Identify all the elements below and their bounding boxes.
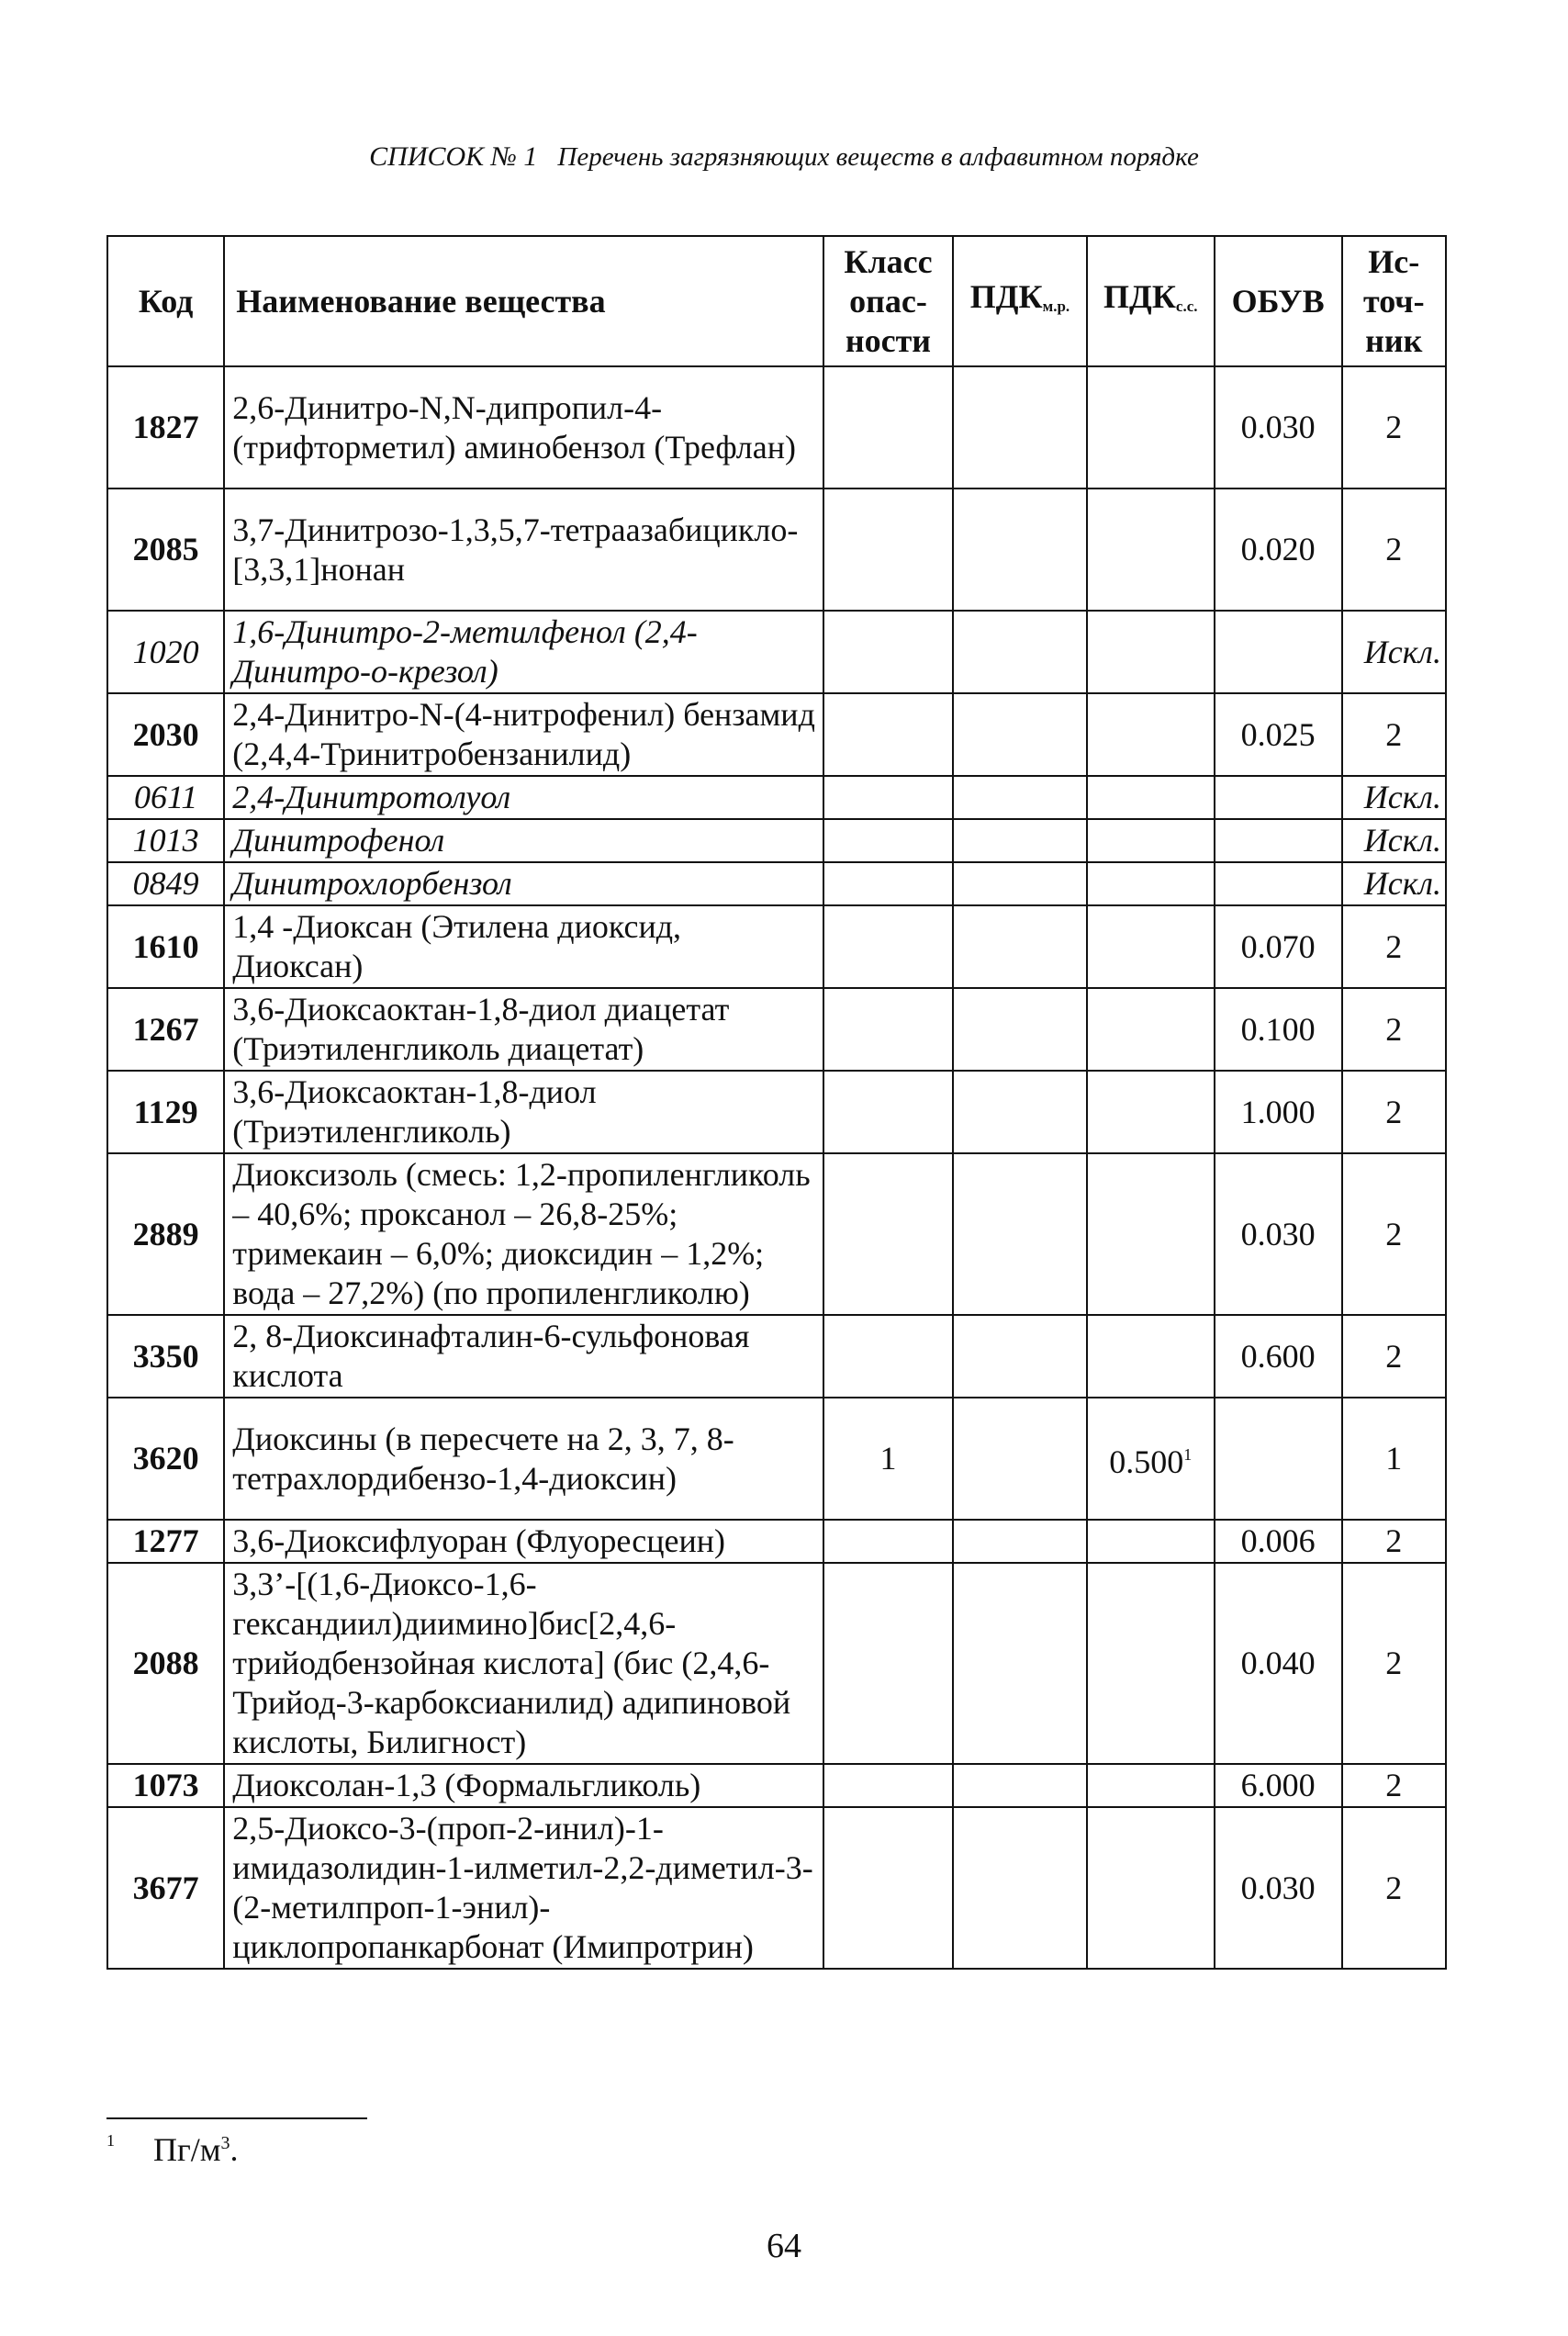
cell-hazard-class (823, 1764, 953, 1807)
cell-code (107, 1398, 224, 1520)
col-header-pdk-ss (1087, 236, 1215, 366)
cell-name-value: Динитрофенол (232, 822, 445, 859)
cell-obuv (1215, 1563, 1342, 1764)
cell-pdk-mr (953, 693, 1087, 776)
cell-code-value: 1610 (132, 927, 199, 965)
cell-source-value: Искл. (1363, 779, 1441, 815)
cell-obuv (1215, 1315, 1342, 1398)
cell-hazard-class-value: 1 (879, 1440, 897, 1477)
table-row (107, 1398, 1446, 1520)
cell-name-value: 3,6-Диоксаоктан-1,8-диол диацетат (Триэтиленгликоль диацетат) (232, 991, 730, 1067)
cell-name (224, 1153, 823, 1315)
cell-obuv-value: 0.040 (1240, 1645, 1316, 1681)
cell-pdk-ss (1087, 862, 1215, 905)
footnote-reference: 1 (1183, 1445, 1193, 1464)
cell-pdk-mr (953, 611, 1087, 693)
cell-pdk-mr (953, 1520, 1087, 1563)
cell-name (224, 693, 823, 776)
cell-name-value: 2,5-Диоксо-3-(проп-2-инил)-1-имидазолидин-1-илметил-2,2-диметил-3-(2-метилпроп-1-энил)-циклопропанкарбонат (Имипротрин) (232, 1810, 813, 1965)
list-title: СПИСОК № 1 (369, 141, 538, 172)
table-row (107, 905, 1446, 988)
cell-name (224, 1315, 823, 1398)
cell-hazard-class (823, 776, 953, 819)
pdk-mr-label: ПДК (969, 277, 1043, 315)
cell-source-value: 2 (1385, 1337, 1403, 1375)
cell-obuv-value: 0.030 (1240, 1215, 1316, 1252)
cell-hazard-class (823, 862, 953, 905)
cell-name (224, 489, 823, 611)
cell-source-value: 2 (1385, 1093, 1403, 1130)
cell-name (224, 776, 823, 819)
cell-code-value: 3620 (132, 1440, 199, 1477)
cell-pdk-ss (1087, 1563, 1215, 1764)
cell-hazard-class (823, 1563, 953, 1764)
cell-name (224, 366, 823, 489)
cell-obuv (1215, 611, 1342, 693)
cell-source (1342, 819, 1446, 862)
cell-name-value: 2,4-Динитротолуол (232, 779, 511, 815)
cell-pdk-ss (1087, 1764, 1215, 1807)
cell-obuv-value: 1.000 (1240, 1093, 1316, 1130)
cell-obuv-value: 0.030 (1240, 409, 1316, 445)
cell-name (224, 988, 823, 1071)
table-row (107, 819, 1446, 862)
cell-obuv (1215, 1398, 1342, 1520)
cell-name (224, 1764, 823, 1807)
cell-source (1342, 1807, 1446, 1969)
cell-source (1342, 905, 1446, 988)
table-row (107, 1520, 1446, 1563)
cell-source (1342, 1315, 1446, 1398)
cell-code-value: 1267 (132, 1010, 199, 1048)
cell-source (1342, 366, 1446, 489)
cell-pdk-ss (1087, 988, 1215, 1071)
cell-code (107, 693, 224, 776)
cell-source (1342, 1071, 1446, 1153)
cell-name (224, 905, 823, 988)
cell-obuv (1215, 489, 1342, 611)
col-header-pdk-mr (953, 236, 1087, 366)
cell-code-value: 1827 (132, 409, 199, 445)
cell-code-value: 0849 (132, 865, 199, 902)
cell-pdk-ss (1087, 1153, 1215, 1315)
cell-obuv (1215, 366, 1342, 489)
cell-name-value: 3,7-Динитрозо-1,3,5,7-тетраазабицикло-[3,3,1]нонан (232, 511, 799, 588)
cell-code (107, 489, 224, 611)
cell-pdk-ss (1087, 1520, 1215, 1563)
cell-source-value: 2 (1385, 1645, 1403, 1681)
cell-source (1342, 862, 1446, 905)
cell-hazard-class (823, 1071, 953, 1153)
pdk-ss-subscript: с.с. (1175, 297, 1198, 315)
cell-name (224, 611, 823, 693)
cell-code (107, 1071, 224, 1153)
cell-pdk-ss (1087, 693, 1215, 776)
cell-obuv (1215, 988, 1342, 1071)
cell-code-value: 1129 (133, 1093, 198, 1130)
cell-hazard-class (823, 693, 953, 776)
cell-pdk-mr (953, 1563, 1087, 1764)
cell-code-value: 3350 (132, 1337, 199, 1375)
cell-obuv-value: 0.070 (1240, 927, 1316, 965)
page-number: 64 (767, 2227, 801, 2265)
table-row (107, 1071, 1446, 1153)
cell-obuv (1215, 693, 1342, 776)
cell-source (1342, 1563, 1446, 1764)
cell-source-value: 2 (1385, 531, 1403, 567)
cell-obuv (1215, 862, 1342, 905)
cell-source-value: 2 (1385, 1869, 1403, 1906)
list-subtitle: Перечень загрязняющих веществ в алфавитном порядке (557, 142, 1199, 172)
cell-pdk-ss (1087, 819, 1215, 862)
cell-pdk-ss (1087, 489, 1215, 611)
cell-pdk-mr (953, 819, 1087, 862)
cell-pdk-mr (953, 905, 1087, 988)
cell-hazard-class (823, 1520, 953, 1563)
cell-code (107, 1315, 224, 1398)
cell-code (107, 611, 224, 693)
cell-pdk-ss (1087, 1807, 1215, 1969)
cell-source-value: Искл. (1363, 822, 1441, 859)
cell-obuv-value: 0.030 (1240, 1869, 1316, 1906)
cell-pdk-ss (1087, 1398, 1215, 1520)
table-row (107, 1153, 1446, 1315)
page-header (0, 141, 1568, 173)
cell-source-value: 2 (1385, 1522, 1403, 1559)
cell-code (107, 1153, 224, 1315)
cell-code-value: 2088 (132, 1645, 199, 1681)
cell-source (1342, 1153, 1446, 1315)
cell-pdk-mr (953, 776, 1087, 819)
footnote-divider (106, 2117, 367, 2119)
cell-code-value: 1013 (132, 822, 199, 859)
cell-source (1342, 1398, 1446, 1520)
cell-name-value: 3,6-Диоксаоктан-1,8-диол (Триэтиленгликоль) (232, 1073, 597, 1150)
cell-hazard-class (823, 611, 953, 693)
table-row (107, 1315, 1446, 1398)
cell-pdk-ss (1087, 1071, 1215, 1153)
cell-hazard-class (823, 988, 953, 1071)
cell-obuv-value: 0.006 (1240, 1522, 1316, 1559)
cell-pdk-mr (953, 1071, 1087, 1153)
table-row (107, 988, 1446, 1071)
cell-pdk-ss (1087, 366, 1215, 489)
cell-name-value: 1,4 -Диоксан (Этилена диоксид, Диоксан) (232, 908, 682, 984)
cell-name-value: Диоксизоль (смесь: 1,2-пропиленгликоль – 40,6%; проксанол – 26,8-25%; тримекаин – 6,0%; диоксидин – 1,2%; вода – 27,2%) (по пропиленгликолю) (232, 1156, 811, 1311)
cell-name-value: 2,4-Динитро-N-(4-нитрофенил) бензамид (2,4,4-Тринитробензанилид) (232, 696, 815, 772)
cell-name-value: Диоксины (в пересчете на 2, 3, 7, 8-тетрахлордибензо-1,4-диоксин) (232, 1420, 734, 1497)
cell-code (107, 1764, 224, 1807)
table-row (107, 1807, 1446, 1969)
cell-hazard-class (823, 905, 953, 988)
col-header-obuv: ОБУВ (1215, 236, 1342, 366)
cell-source (1342, 489, 1446, 611)
table-row (107, 862, 1446, 905)
footnote-unit-power: 3 (220, 2133, 230, 2153)
cell-source-value: 1 (1385, 1440, 1403, 1477)
cell-name-value: 3,3’-[(1,6-Диоксо-1,6-гександиил)диимино]бис[2,4,6-трийодбензойная кислота] (бис (2,4,6-Трийод-3-карбоксианилид) адипиновой кислоты, Билигност) (232, 1566, 791, 1760)
cell-name (224, 1520, 823, 1563)
cell-source-value: 2 (1385, 1215, 1403, 1252)
cell-code (107, 776, 224, 819)
cell-pdk-ss (1087, 905, 1215, 988)
cell-hazard-class (823, 366, 953, 489)
cell-source-value: 2 (1385, 409, 1403, 445)
cell-source (1342, 693, 1446, 776)
cell-code (107, 1520, 224, 1563)
cell-name-value: 1,6-Динитро-2-метилфенол (2,4-Динитро-о-крезол) (232, 613, 698, 690)
cell-code-value: 1277 (132, 1522, 199, 1559)
cell-obuv-value: 6.000 (1240, 1767, 1316, 1803)
footnote-mark: 1 (106, 2131, 115, 2150)
cell-pdk-mr (953, 988, 1087, 1071)
cell-obuv (1215, 1807, 1342, 1969)
col-header-name: Наименование вещества (224, 236, 823, 366)
cell-code-value: 0611 (133, 779, 198, 815)
cell-code (107, 366, 224, 489)
cell-code (107, 988, 224, 1071)
cell-name-value: 2,6-Динитро-N,N-дипропил-4-(трифторметил) аминобензол (Трефлан) (232, 388, 796, 466)
cell-pdk-mr (953, 1807, 1087, 1969)
cell-name (224, 1563, 823, 1764)
cell-code-value: 2030 (132, 715, 199, 753)
cell-source-value: Искл. (1363, 865, 1441, 902)
cell-pdk-mr (953, 1764, 1087, 1807)
cell-code (107, 862, 224, 905)
table-header-row (107, 236, 1446, 366)
col-header-code: Код (107, 236, 224, 366)
cell-pdk-ss-value: 0.500 (1109, 1443, 1184, 1480)
pdk-ss-label: ПДК (1103, 277, 1176, 315)
cell-name-value: 2, 8-Диоксинафталин-6-сульфоновая кислота (232, 1318, 750, 1394)
cell-obuv (1215, 1153, 1342, 1315)
cell-source-value: 2 (1385, 927, 1403, 965)
cell-obuv (1215, 776, 1342, 819)
cell-hazard-class (823, 489, 953, 611)
cell-source (1342, 776, 1446, 819)
cell-obuv-value: 0.020 (1240, 531, 1316, 567)
table-row (107, 693, 1446, 776)
cell-obuv (1215, 1071, 1342, 1153)
cell-obuv (1215, 1764, 1342, 1807)
cell-source-value: 2 (1385, 1767, 1403, 1803)
cell-code-value: 1020 (132, 633, 199, 670)
cell-hazard-class (823, 1153, 953, 1315)
cell-source (1342, 611, 1446, 693)
cell-obuv (1215, 819, 1342, 862)
footnote-tail: . (230, 2131, 239, 2168)
cell-obuv-value: 0.600 (1240, 1337, 1316, 1375)
cell-code-value: 2085 (132, 531, 199, 567)
cell-code (107, 1563, 224, 1764)
cell-hazard-class (823, 1807, 953, 1969)
pollutants-table (106, 235, 1447, 1970)
cell-source-value: 2 (1385, 715, 1403, 753)
cell-name (224, 862, 823, 905)
footnote (106, 2130, 239, 2169)
cell-pdk-mr (953, 1398, 1087, 1520)
cell-name (224, 1807, 823, 1969)
cell-name-value: 3,6-Диоксифлуоран (Флуоресцеин) (232, 1522, 725, 1559)
cell-hazard-class (823, 1315, 953, 1398)
col-header-source: Ис-точ-ник (1342, 236, 1446, 366)
table-row (107, 776, 1446, 819)
cell-pdk-mr (953, 1153, 1087, 1315)
cell-pdk-mr (953, 366, 1087, 489)
cell-name (224, 819, 823, 862)
cell-name (224, 1398, 823, 1520)
table-row (107, 489, 1446, 611)
table-row (107, 1563, 1446, 1764)
cell-obuv (1215, 1520, 1342, 1563)
cell-obuv-value: 0.025 (1240, 715, 1316, 753)
cell-pdk-mr (953, 862, 1087, 905)
cell-source (1342, 988, 1446, 1071)
cell-code-value: 1073 (132, 1767, 199, 1803)
cell-code (107, 905, 224, 988)
cell-pdk-ss (1087, 776, 1215, 819)
cell-code-value: 3677 (132, 1869, 199, 1906)
cell-source (1342, 1764, 1446, 1807)
cell-code (107, 1807, 224, 1969)
col-header-hazard-class: Класс опас-ности (823, 236, 953, 366)
footnote-text: Пг/м (153, 2131, 221, 2168)
cell-code (107, 819, 224, 862)
cell-hazard-class (823, 1398, 953, 1520)
cell-hazard-class (823, 819, 953, 862)
cell-pdk-ss (1087, 1315, 1215, 1398)
cell-pdk-ss (1087, 611, 1215, 693)
cell-source-value: 2 (1385, 1010, 1403, 1048)
cell-pdk-mr (953, 1315, 1087, 1398)
cell-obuv (1215, 905, 1342, 988)
table-row (107, 1764, 1446, 1807)
cell-obuv-value: 0.100 (1240, 1010, 1316, 1048)
cell-name (224, 1071, 823, 1153)
cell-source (1342, 1520, 1446, 1563)
pdk-mr-subscript: м.р. (1042, 297, 1070, 315)
table-row (107, 366, 1446, 489)
cell-name-value: Диоксолан-1,3 (Формальгликоль) (232, 1767, 701, 1803)
cell-name-value: Динитрохлорбензол (232, 865, 512, 902)
cell-code-value: 2889 (132, 1215, 199, 1252)
table-body (107, 366, 1446, 1969)
table-row (107, 611, 1446, 693)
cell-source-value: Искл. (1363, 633, 1441, 670)
cell-pdk-mr (953, 489, 1087, 611)
